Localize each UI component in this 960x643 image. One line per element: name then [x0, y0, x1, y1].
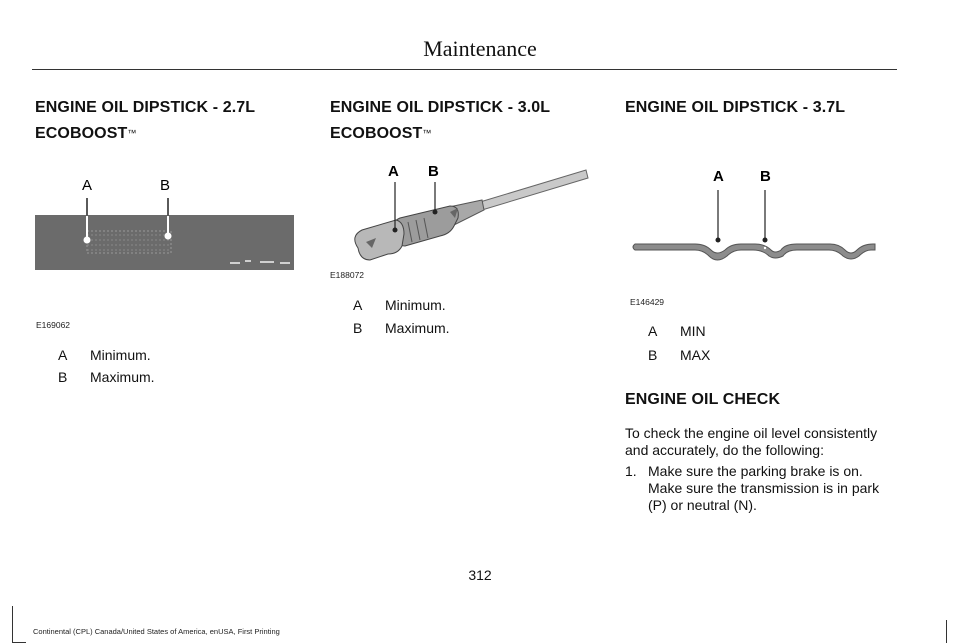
page-number: 312: [468, 567, 492, 583]
legend-key: B: [353, 320, 363, 336]
figure-code: E169062: [36, 320, 71, 330]
section-title-line2: ECOBOOST: [35, 125, 128, 142]
header-divider: [32, 69, 897, 70]
figure-label-b: B: [428, 163, 439, 180]
dipstick-photo-background: [35, 215, 294, 270]
figure-label-b: B: [160, 177, 171, 194]
section-title-3-0l-line2: [330, 124, 431, 144]
minimum-mark: [393, 228, 398, 233]
figure-label-a: A: [82, 177, 93, 194]
legend-text: MAX: [680, 347, 711, 363]
dipstick-3-0l-figure: [330, 160, 590, 270]
figure-label-a: A: [388, 163, 399, 180]
section-title-3-0l: [330, 98, 550, 118]
section-title-3-7l: [625, 98, 845, 118]
step-number: 1.: [625, 463, 637, 479]
maximum-mark: [763, 238, 768, 243]
legend-text: MIN: [680, 323, 706, 339]
trademark-symbol: ™: [127, 128, 137, 138]
dipstick-3-7l-figure: [625, 160, 885, 280]
dipstick-blade: [633, 244, 875, 260]
legend-text: Minimum.: [90, 347, 151, 363]
legend-key: B: [648, 347, 658, 363]
legend-text: Maximum.: [90, 369, 155, 385]
section-title-2-7l: [35, 98, 255, 118]
legend-key: A: [58, 347, 68, 363]
figure-label-a: A: [713, 168, 724, 185]
section-title-line2: ECOBOOST: [330, 125, 423, 142]
step-text: Make sure the parking brake is on. Make sure the transmission is in park (P) or neutral (N).: [648, 463, 880, 513]
legend-key: A: [648, 323, 658, 339]
legend-text: Minimum.: [385, 297, 446, 313]
footer-edition-note: Continental (CPL) Canada/United States of America, enUSA, First Printing: [33, 627, 280, 636]
dipstick-2-7l-figure: [35, 168, 295, 278]
crop-mark-left: [12, 606, 13, 643]
oil-check-title: ENGINE OIL CHECK: [625, 391, 781, 408]
section-title-2-7l-line2: [35, 124, 136, 144]
dipstick-tip: [355, 220, 404, 260]
crop-mark-right: [946, 620, 947, 643]
section-title-line1: ENGINE OIL DIPSTICK - 3.7L: [625, 99, 846, 116]
figure-label-b: B: [760, 168, 771, 185]
minimum-mark: [84, 237, 91, 244]
oil-check-intro: To check the engine oil level consistently and accurately, do the following:: [625, 425, 878, 458]
section-title-line1: ENGINE OIL DIPSTICK - 3.0L: [330, 99, 551, 116]
legend-text: Maximum.: [385, 320, 450, 336]
figure-code: E188072: [330, 270, 365, 280]
maximum-mark: [433, 210, 438, 215]
legend-key: A: [353, 297, 363, 313]
figure-code: E146429: [630, 297, 665, 307]
dipstick-shaft: [480, 170, 588, 210]
section-title-line1: ENGINE OIL DIPSTICK - 2.7L: [35, 99, 256, 116]
trademark-symbol: ™: [422, 128, 432, 138]
page-title: Maintenance: [423, 36, 537, 61]
maximum-mark: [165, 233, 172, 240]
legend-key: B: [58, 369, 68, 385]
minimum-mark: [716, 238, 721, 243]
